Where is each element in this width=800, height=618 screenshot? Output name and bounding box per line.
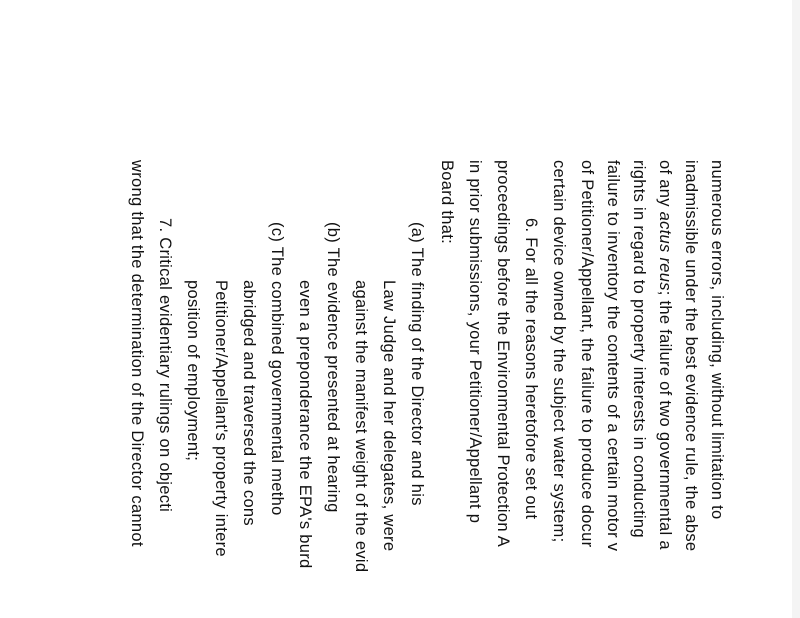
- text-line: Board that:: [438, 160, 456, 245]
- text-line: failure to inventory the contents of a certain motor v: [604, 160, 622, 552]
- text-line: certain device owned by the subject water system;: [550, 160, 568, 543]
- text-line: of Petitioner/Appellant, the failure to produce docur: [578, 160, 596, 548]
- item-b-line: (b) The evidence presented at hearing: [324, 222, 342, 513]
- text-line: Petitioner/Appellant's property intere: [212, 280, 230, 557]
- scan-edge: [792, 0, 800, 618]
- text-line: inadmissible under the best evidence rule, the abse: [682, 160, 700, 552]
- text-line: Law Judge and her delegates, were: [380, 280, 398, 552]
- text-line: numerous errors, including, without limitation to: [708, 160, 726, 520]
- paragraph-7-line: 7. Critical evidentiary rulings on objecti: [156, 218, 174, 513]
- text-line: of any actus reus; the failure of two governmental a: [656, 160, 674, 550]
- text-line: in prior submissions, your Petitioner/Appellant p: [466, 160, 484, 524]
- text-line: rights in regard to property interests in conducting: [630, 160, 648, 538]
- text-line: position of employment;: [184, 280, 202, 462]
- text-line: even a preponderance the EPA's burd: [296, 280, 314, 569]
- italic-term: actus reus: [656, 211, 674, 291]
- text-line: against the manifest weight of the evid: [352, 280, 370, 573]
- text-line: wrong that the determination of the Director cannot: [128, 160, 146, 547]
- item-c-line: (c) The combined governmental metho: [268, 222, 286, 516]
- item-a-line: (a) The finding of the Director and his: [408, 222, 426, 506]
- text-line: abridged and traversed the cons: [240, 280, 258, 526]
- text-line: proceedings before the Environmental Protection A: [494, 160, 512, 548]
- paragraph-6-line: 6. For all the reasons heretofore set out: [522, 218, 540, 520]
